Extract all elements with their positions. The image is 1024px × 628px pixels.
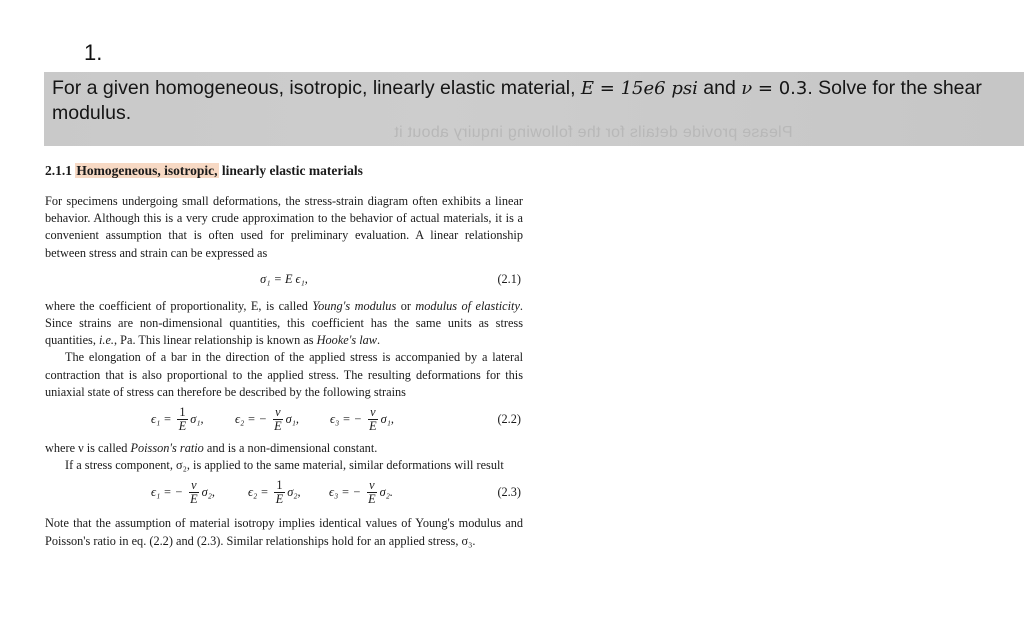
question-number: 1.: [84, 40, 103, 65]
eq23-t3-num: ν: [369, 477, 375, 492]
eq23-t1-den: E: [190, 491, 198, 506]
p2-or: or: [396, 298, 416, 313]
highlighted-heading-text: Homogeneous, isotropic,: [76, 163, 218, 178]
and-text: and: [697, 77, 742, 99]
eq22-t3-rhs: σ₁,: [380, 411, 394, 426]
eq23-t3-lhs: ϵ₃ = −: [329, 484, 361, 499]
eq22-t3-num: ν: [370, 404, 376, 419]
eq23-t1-rhs: σ₂,: [201, 484, 215, 499]
eq22-t1-rhs: σ₁,: [190, 411, 204, 426]
p4-poisson: Poisson's ratio: [130, 441, 204, 456]
eq23-t2-den: E: [275, 491, 284, 506]
eq22-t2-rhs: σ₁,: [285, 411, 299, 426]
eq23-t3-den: E: [368, 491, 376, 506]
eq22-t2-lhs: ϵ₂ = −: [235, 411, 267, 426]
eq22-term3: [330, 401, 394, 437]
question-banner: [44, 72, 1024, 146]
p2-ie: i.e.: [98, 333, 114, 348]
equals-sign: =: [594, 78, 621, 99]
eq23-t3-rhs: σ₂.: [379, 484, 393, 499]
heading-rest: linearly elastic materials: [218, 163, 363, 178]
eq22-t1-lhs: ϵ₁ =: [151, 411, 172, 426]
equation-2-2: [45, 401, 523, 437]
eq23-t1-num: ν: [191, 477, 197, 492]
question-line2: modulus.: [52, 102, 132, 124]
p2-b: . Since strains are non-dimensional quantities, this coefficient has the same units as stress quantities,: [45, 298, 523, 348]
p2-a: where the coefficient of proportionality, E, is called: [45, 298, 313, 313]
eq22-term2: [235, 401, 299, 437]
section-number: 2.1.1: [45, 163, 72, 178]
textbook-excerpt: [45, 162, 523, 550]
eq22-t1-num: 1: [179, 404, 186, 419]
equation-2-1-body: σ₁ = E ϵ₁,: [260, 271, 308, 286]
question-text: [52, 76, 1012, 126]
eq22-t2-num: ν: [275, 404, 281, 419]
question-line1-post: . Solve for the shear: [807, 77, 982, 99]
p2-d: .: [377, 333, 381, 348]
eq23-t1-lhs: ϵ₁ = −: [151, 484, 183, 499]
eq23-t2-rhs: σ₂,: [287, 484, 301, 499]
equation-2-1: [45, 268, 523, 290]
mirrored-ghost-text: Please provide details for the following inquiry about it: [394, 124, 793, 141]
equation-2-1-tag: (2.1): [497, 271, 521, 286]
paragraph-sigma2: If a stress component, σ₂, is applied to the same material, similar deformations will result: [65, 458, 504, 473]
paragraph-intro: For specimens undergoing small deformations, the stress-strain diagram often exhibits a linear behavior. Although this is a very crude approximation to the behavior of actual materials, it is a convenient assumption that is often used for preliminary evaluation. A linear relationship between stress and strain can be expressed as: [45, 194, 523, 260]
youngs-modulus-symbol: E: [580, 78, 595, 99]
eq23-term2: [248, 474, 301, 510]
p4-a: where ν is called: [45, 441, 131, 456]
paragraph-youngs-modulus: [45, 298, 523, 350]
p2-young: Young's modulus: [312, 298, 397, 313]
poisson-symbol: ν: [741, 78, 753, 99]
p4-b: and is a non-dimensional constant.: [203, 441, 378, 456]
eq23-t2-lhs: ϵ₂ =: [248, 484, 269, 499]
eq22-t3-den: E: [369, 418, 377, 433]
p2-hooke: Hooke's law: [316, 333, 378, 348]
eq23-term3: [329, 474, 393, 510]
paragraph-poisson: [45, 440, 523, 457]
eq23-t2-num: 1: [276, 477, 283, 492]
eq22-t3-lhs: ϵ₃ = −: [330, 411, 362, 426]
eq23-term1: [151, 474, 215, 510]
equation-2-2-tag: (2.2): [497, 412, 521, 427]
paragraph-isotropy-note: Note that the assumption of material isotropy implies identical values of Young's modulus and Poisson's ratio in eq. (2.2) and (2.3). Similar relationships hold for an applied stress, σ₃.: [45, 516, 523, 548]
eq22-t1-den: E: [178, 418, 187, 433]
eq22-term1: [151, 401, 204, 437]
p2-mod: modulus of elasticity: [415, 298, 520, 313]
question-line1-pre: For a given homogeneous, isotropic, linearly elastic material,: [52, 77, 581, 99]
poisson-value: 0.3: [778, 78, 808, 99]
paragraph-lateral-contraction: The elongation of a bar in the direction of the applied stress is accompanied by a lateral contraction that is also proportional to the applied stress. The resulting deformations for this uniaxial state of stress can therefore be described by the following strains: [45, 350, 523, 399]
p2-c: , Pa. This linear relationship is known as: [114, 333, 317, 348]
section-heading: [45, 162, 523, 180]
youngs-modulus-value: 15e6 psi: [620, 78, 698, 99]
eq22-t2-den: E: [274, 418, 282, 433]
equation-2-3: [45, 474, 523, 510]
equals-sign-2: =: [752, 78, 779, 99]
equation-2-3-tag: (2.3): [497, 485, 521, 500]
